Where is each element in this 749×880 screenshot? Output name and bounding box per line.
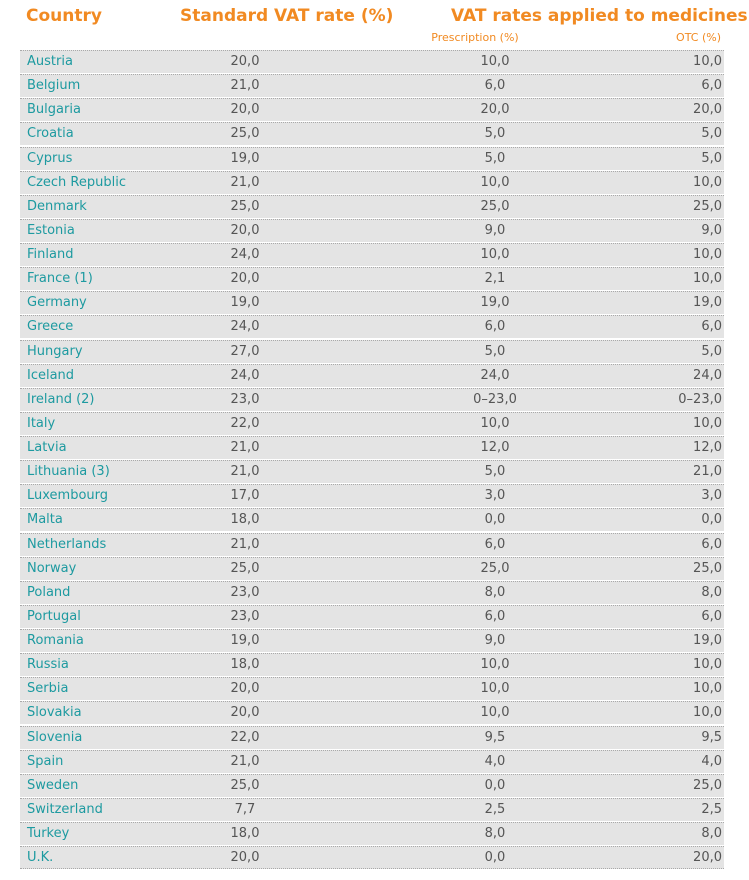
prescription-cell: 5,0 — [484, 150, 506, 166]
standard-vat-cell: 18,0 — [230, 512, 260, 528]
table-row — [20, 340, 724, 363]
standard-vat-cell: 27,0 — [230, 343, 260, 359]
standard-vat-cell: 19,0 — [230, 633, 260, 648]
otc-cell: 25,0 — [693, 198, 722, 214]
standard-vat-cell: 25,0 — [230, 777, 260, 793]
prescription-cell: 0,0 — [484, 850, 506, 866]
table-row — [20, 412, 724, 435]
standard-vat-cell: 23,0 — [230, 608, 260, 624]
prescription-cell: 10,0 — [480, 247, 510, 262]
country-cell: Greece — [27, 319, 74, 335]
otc-cell: 21,0 — [693, 464, 722, 480]
table-row — [20, 243, 724, 266]
header-country: Country — [26, 6, 102, 26]
prescription-cell: 19,0 — [480, 295, 510, 311]
otc-cell: 19,0 — [693, 633, 722, 648]
prescription-cell: 5,0 — [484, 343, 506, 359]
table-row — [20, 171, 724, 194]
table-row — [20, 364, 724, 387]
standard-vat-cell: 7,7 — [234, 801, 256, 817]
prescription-cell: 8,0 — [484, 826, 506, 841]
table-header — [0, 6, 749, 42]
standard-vat-cell: 22,0 — [230, 415, 260, 431]
standard-vat-cell: 22,0 — [230, 729, 260, 745]
standard-vat-cell: 24,0 — [230, 319, 260, 335]
otc-cell: 25,0 — [693, 560, 722, 576]
standard-vat-cell: 20,0 — [230, 54, 260, 69]
otc-cell: 0,0 — [701, 512, 722, 528]
standard-vat-cell: 18,0 — [230, 657, 260, 673]
prescription-cell: 10,0 — [480, 681, 510, 697]
standard-vat-cell: 21,0 — [230, 753, 260, 769]
otc-cell: 6,0 — [701, 78, 722, 94]
vat-table — [20, 50, 724, 870]
prescription-cell: 10,0 — [480, 174, 510, 190]
standard-vat-cell: 20,0 — [230, 222, 260, 238]
table-row — [20, 267, 724, 290]
table-row — [20, 701, 724, 724]
country-cell: France (1) — [27, 271, 93, 287]
otc-cell: 10,0 — [693, 415, 722, 431]
table-row — [20, 74, 724, 97]
table-row — [20, 798, 724, 821]
standard-vat-cell: 21,0 — [230, 464, 260, 480]
country-cell: Portugal — [27, 608, 81, 624]
standard-vat-cell: 23,0 — [230, 391, 260, 407]
table-row — [20, 147, 724, 170]
header-otc: OTC (%) — [676, 31, 721, 44]
otc-cell: 8,0 — [701, 826, 722, 841]
table-row — [20, 533, 724, 556]
country-cell: Slovenia — [27, 729, 83, 745]
standard-vat-cell: 19,0 — [230, 295, 260, 311]
table-row — [20, 508, 724, 531]
otc-cell: 20,0 — [693, 850, 722, 866]
table-row — [20, 484, 724, 507]
country-cell: Austria — [27, 54, 73, 69]
otc-cell: 10,0 — [693, 174, 722, 190]
otc-cell: 20,0 — [693, 102, 722, 118]
prescription-cell: 25,0 — [480, 560, 510, 576]
table-row — [20, 774, 724, 797]
standard-vat-cell: 21,0 — [230, 440, 260, 455]
otc-cell: 10,0 — [693, 705, 722, 721]
table-row — [20, 629, 724, 652]
prescription-cell: 5,0 — [484, 464, 506, 480]
prescription-cell: 9,0 — [484, 222, 506, 238]
country-cell: Switzerland — [27, 801, 103, 817]
header-prescription: Prescription (%) — [431, 31, 519, 44]
prescription-cell: 6,0 — [484, 78, 506, 94]
country-cell: Norway — [27, 560, 77, 576]
country-cell: Bulgaria — [27, 102, 81, 118]
country-cell: Serbia — [27, 681, 69, 697]
country-cell: Sweden — [27, 777, 79, 793]
standard-vat-cell: 23,0 — [230, 584, 260, 600]
table-row — [20, 822, 724, 845]
country-cell: Denmark — [27, 198, 87, 214]
country-cell: Netherlands — [27, 536, 107, 552]
otc-cell: 4,0 — [701, 753, 722, 769]
table-row — [20, 750, 724, 773]
prescription-cell: 6,0 — [484, 536, 506, 552]
otc-cell: 0–23,0 — [678, 391, 722, 407]
prescription-cell: 5,0 — [484, 126, 506, 142]
standard-vat-cell: 25,0 — [230, 126, 260, 142]
standard-vat-cell: 19,0 — [230, 150, 260, 166]
country-cell: Czech Republic — [27, 174, 126, 190]
header-vat-medicines: VAT rates applied to medicines — [451, 6, 748, 26]
table-row — [20, 195, 724, 218]
table-row — [20, 846, 724, 869]
country-cell: Hungary — [27, 343, 83, 359]
otc-cell: 12,0 — [693, 440, 722, 455]
standard-vat-cell: 20,0 — [230, 850, 260, 866]
table-row — [20, 98, 724, 121]
standard-vat-cell: 21,0 — [230, 536, 260, 552]
country-cell: Germany — [27, 295, 87, 311]
prescription-cell: 3,0 — [484, 488, 506, 504]
prescription-cell: 2,1 — [484, 271, 506, 287]
standard-vat-cell: 20,0 — [230, 681, 260, 697]
otc-cell: 10,0 — [693, 54, 722, 69]
prescription-cell: 10,0 — [480, 705, 510, 721]
table-row — [20, 122, 724, 145]
prescription-cell: 25,0 — [480, 198, 510, 214]
table-row — [20, 460, 724, 483]
country-cell: Poland — [27, 584, 71, 600]
prescription-cell: 10,0 — [480, 54, 510, 69]
prescription-cell: 10,0 — [480, 415, 510, 431]
standard-vat-cell: 21,0 — [230, 174, 260, 190]
prescription-cell: 9,0 — [484, 633, 506, 648]
otc-cell: 5,0 — [701, 343, 722, 359]
country-cell: Latvia — [27, 440, 67, 455]
prescription-cell: 9,5 — [484, 729, 506, 745]
table-row — [20, 557, 724, 580]
table-row — [20, 605, 724, 628]
otc-cell: 2,5 — [701, 801, 722, 817]
otc-cell: 5,0 — [701, 126, 722, 142]
prescription-cell: 10,0 — [480, 657, 510, 673]
country-cell: Malta — [27, 512, 63, 528]
standard-vat-cell: 20,0 — [230, 102, 260, 118]
table-row — [20, 388, 724, 411]
country-cell: Slovakia — [27, 705, 82, 721]
otc-cell: 6,0 — [701, 536, 722, 552]
country-cell: Finland — [27, 247, 74, 262]
prescription-cell: 0,0 — [484, 512, 506, 528]
country-cell: Russia — [27, 657, 69, 673]
otc-cell: 6,0 — [701, 319, 722, 335]
table-row — [20, 50, 724, 73]
otc-cell: 10,0 — [693, 681, 722, 697]
standard-vat-cell: 20,0 — [230, 705, 260, 721]
country-cell: Belgium — [27, 78, 81, 94]
otc-cell: 10,0 — [693, 247, 722, 262]
country-cell: Estonia — [27, 222, 75, 238]
table-row — [20, 291, 724, 314]
country-cell: U.K. — [27, 850, 54, 866]
standard-vat-cell: 25,0 — [230, 198, 260, 214]
country-cell: Spain — [27, 753, 64, 769]
prescription-cell: 0–23,0 — [473, 391, 517, 407]
standard-vat-cell: 17,0 — [230, 488, 260, 504]
country-cell: Turkey — [27, 826, 70, 841]
header-standard-vat: Standard VAT rate (%) — [180, 6, 394, 26]
otc-cell: 5,0 — [701, 150, 722, 166]
prescription-cell: 12,0 — [480, 440, 510, 455]
prescription-cell: 2,5 — [484, 801, 506, 817]
country-cell: Lithuania (3) — [27, 464, 110, 480]
otc-cell: 3,0 — [701, 488, 722, 504]
table-row — [20, 219, 724, 242]
table-row — [20, 315, 724, 338]
otc-cell: 8,0 — [701, 584, 722, 600]
prescription-cell: 6,0 — [484, 608, 506, 624]
country-cell: Cyprus — [27, 150, 73, 166]
prescription-cell: 20,0 — [480, 102, 510, 118]
prescription-cell: 8,0 — [484, 584, 506, 600]
otc-cell: 10,0 — [693, 657, 722, 673]
standard-vat-cell: 21,0 — [230, 78, 260, 94]
standard-vat-cell: 25,0 — [230, 560, 260, 576]
country-cell: Croatia — [27, 126, 74, 142]
table-row — [20, 677, 724, 700]
otc-cell: 9,5 — [701, 729, 722, 745]
country-cell: Luxembourg — [27, 488, 109, 504]
standard-vat-cell: 20,0 — [230, 271, 260, 287]
country-cell: Ireland (2) — [27, 391, 95, 407]
table-row — [20, 726, 724, 749]
country-cell: Iceland — [27, 367, 75, 383]
prescription-cell: 24,0 — [480, 367, 510, 383]
otc-cell: 9,0 — [701, 222, 722, 238]
prescription-cell: 4,0 — [484, 753, 506, 769]
otc-cell: 6,0 — [701, 608, 722, 624]
country-cell: Italy — [27, 415, 56, 431]
table-row — [20, 581, 724, 604]
country-cell: Romania — [27, 633, 84, 648]
otc-cell: 25,0 — [693, 777, 722, 793]
table-row — [20, 436, 724, 459]
standard-vat-cell: 18,0 — [230, 826, 260, 841]
otc-cell: 24,0 — [693, 367, 722, 383]
prescription-cell: 6,0 — [484, 319, 506, 335]
standard-vat-cell: 24,0 — [230, 367, 260, 383]
table-row — [20, 653, 724, 676]
otc-cell: 19,0 — [693, 295, 722, 311]
prescription-cell: 0,0 — [484, 777, 506, 793]
standard-vat-cell: 24,0 — [230, 247, 260, 262]
otc-cell: 10,0 — [693, 271, 722, 287]
